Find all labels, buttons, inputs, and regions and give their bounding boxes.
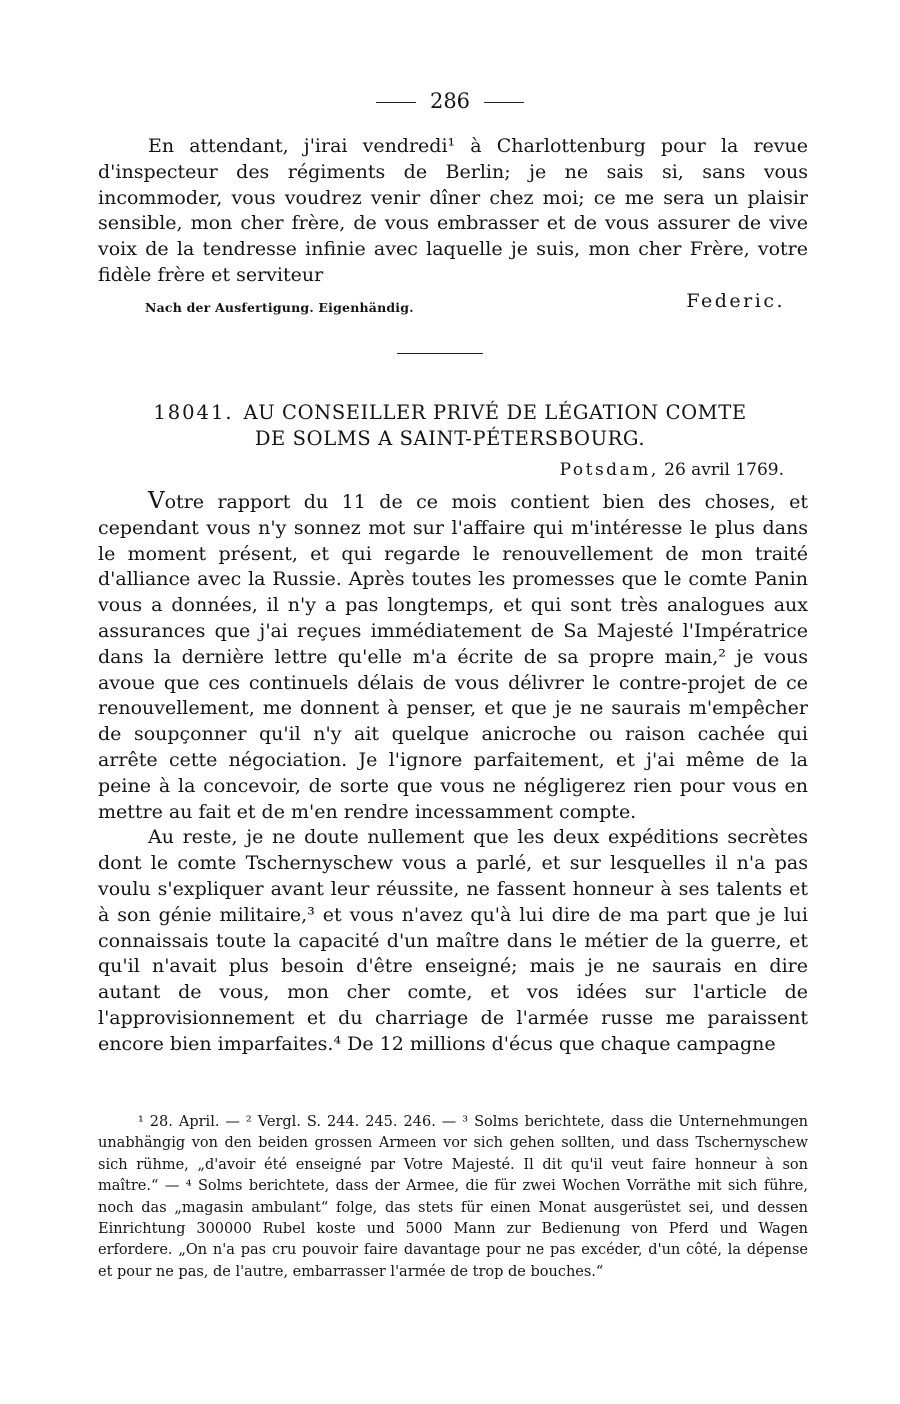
- letter-place: Potsdam,: [559, 460, 659, 480]
- letter-heading: [0, 400, 900, 452]
- initial-letter: V: [148, 488, 165, 514]
- letter-body: [98, 489, 808, 1058]
- page-number-header: [0, 88, 900, 114]
- page-number: 286: [429, 89, 471, 113]
- letter-number: 18041.: [153, 401, 234, 424]
- dash-left: [376, 102, 416, 103]
- footnote-text: ¹ 28. April. — ² Vergl. S. 244. 245. 246. — ³ Solms berichtete, dass die Unternehmungen unabhängig von den beiden grossen Armeen vor sich gehen sollten, und dass Tschernyschew sich rühme, „d'avoir été enseigné par Votre Majesté. Il dit qu'il veut faire honneur à son maître.“ — ⁴ Solms berichtete, dass der Armee, die für zwei Wochen Vorräthe mit sich führe, noch das „magasin ambulant“ folge, das stets für einen Monat ausgerüstet sei, und dessen Einrichtung 300000 Rubel koste und 5000 Mann zur Bedienung von Pferd und Wagen erfordere. „On n'a pas cru pouvoir faire davantage pour ne pas excéder, d'un côté, la dépense et pour ne pas, de l'autre, embarrasser l'armée de trop de bouches.“: [98, 1114, 808, 1280]
- letter-title-line2: DE SOLMS A SAINT-PÉTERSBOURG.: [254, 427, 646, 450]
- dateline: [560, 460, 784, 480]
- heading-line-1: [0, 400, 900, 426]
- letter-end-paragraph: En attendant, j'irai vendredi¹ à Charlottenburg pour la revue d'inspecteur des régiments de Berlin; je ne sais si, sans vous incommoder, vous voudrez venir dîner chez moi; ce me sera un plaisir sensible, mon cher frère, de vous embrasser et de vous assurer de vive voix de la tendresse infinie avec laquelle je suis, mon cher Frère, votre fidèle frère et serviteur: [98, 135, 808, 286]
- source-note: Nach der Ausfertigung. Eigenhändig.: [145, 300, 414, 315]
- letter-title-line1: AU CONSEILLER PRIVÉ DE LÉGATION COMTE: [243, 401, 747, 424]
- letter-date: 26 avril 1769.: [664, 460, 784, 480]
- letter-end-text: [98, 134, 808, 289]
- footnotes: [98, 1112, 808, 1283]
- dash-right: [484, 102, 524, 103]
- paragraph-1-text: otre rapport du 11 de ce mois contient bien des choses, et cependant vous n'y sonnez mot sur l'affaire qui m'intéresse le plus dans le moment présent, et qui regarde le renouvellement de mon traité d'alliance avec la Russie. Après toutes les promesses que le comte Panin vous a données, il n'y a pas longtemps, et qui sont très analogues aux assurances que j'ai reçues immédiatement de Sa Majesté l'Impératrice dans la dernière lettre qu'elle m'a écrite de sa propre main,² je vous avoue que ces continuels délais de vous délivrer le contre-projet de ce renouvellement, me donnent à penser, et que je ne saurais m'empêcher de soupçonner qu'il n'y ait quelque anicroche ou raison cachée qui arrête cette négociation. Je l'ignore parfaitement, et j'ai même de la peine à la concevoir, de sorte que vous ne négligerez rien pour vous en mettre au fait et de m'en rendre incessamment compte.: [98, 491, 808, 823]
- letter-paragraph-1: [98, 489, 808, 825]
- section-divider: [397, 353, 483, 354]
- signature: Federic.: [686, 290, 785, 312]
- letter-paragraph-2: Au reste, je ne doute nullement que les deux expéditions secrètes dont le comte Tschernyschew vous a parlé, et sur lesquelles il n'a pas voulu s'expliquer avant leur réussite, ne fassent honneur à ses talents et à son génie militaire,³ et vous n'avez qu'à lui dire de ma part que je lui connaissais toute la capacité d'un maître dans le métier de la guerre, et qu'il n'avait plus besoin d'être enseigné; mais je ne saurais en dire autant de vous, mon cher comte, et vos idées sur l'article de l'approvisionnement et du charriage de l'armée russe me paraissent encore bien imparfaites.⁴ De 12 millions d'écus que chaque campagne: [98, 826, 808, 1055]
